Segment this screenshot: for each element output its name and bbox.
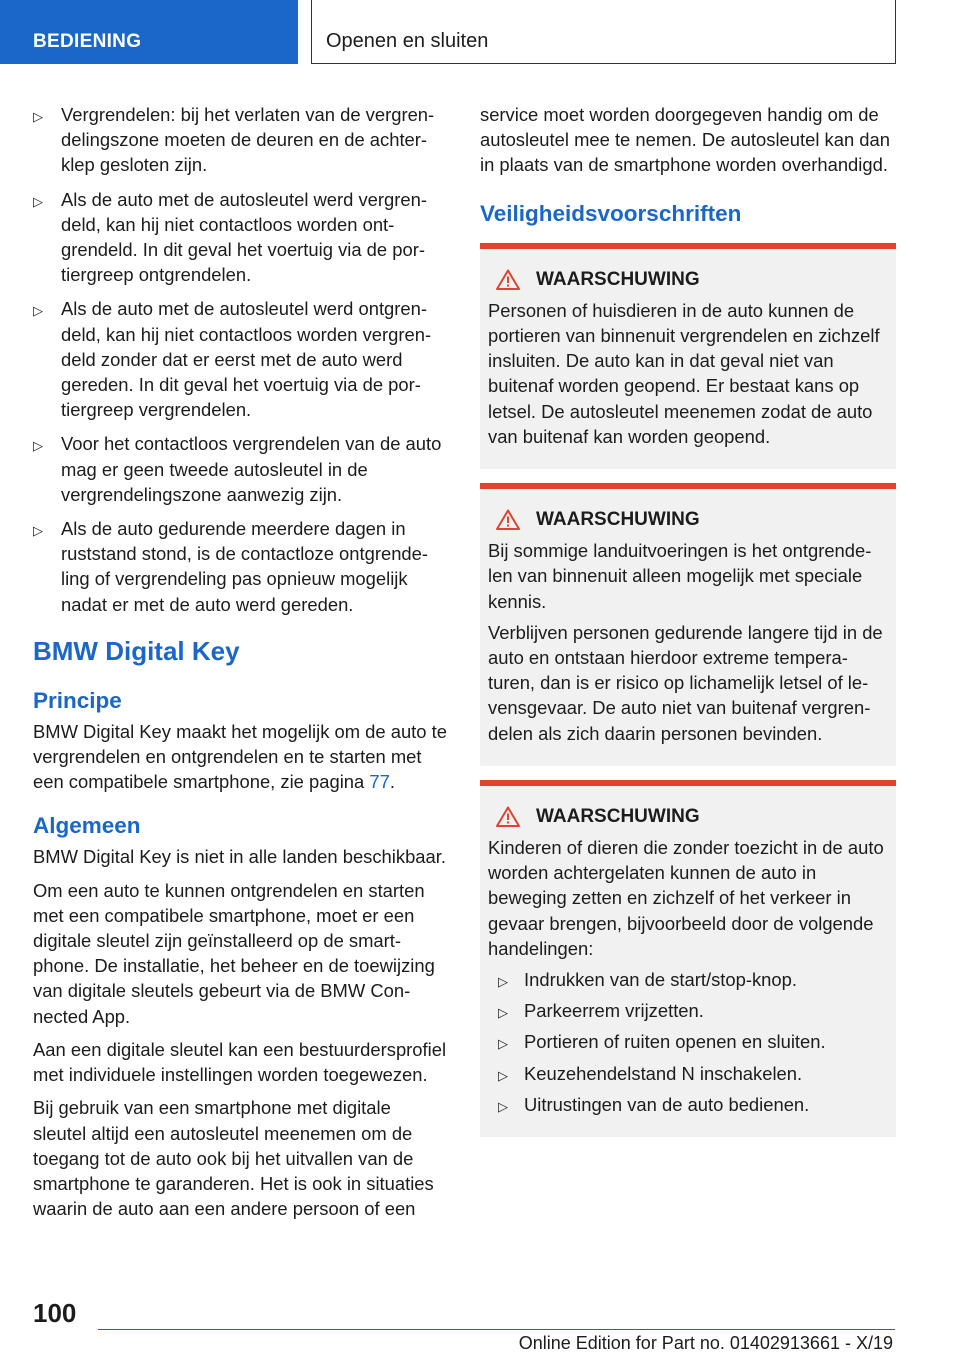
- list-item: [33, 296, 447, 422]
- list-item-text: Uitrustingen van de auto bedienen.: [524, 1093, 810, 1115]
- bullet-triangle-icon: ▷: [33, 193, 43, 209]
- warning-text: Verblijven personen gedurende langere tijd in de auto en ontstaan hierdoor extreme temperaturen, dan is er risico op lichamelijk letsel of levensgevaar. De auto niet van buitenaf vergrendelen als zich daarin personen bevinden.: [488, 621, 883, 744]
- section-tab: [0, 0, 298, 64]
- heading-digital-key: BMW Digital Key: [33, 635, 240, 666]
- algemeen-paragraph: BMW Digital Key is niet in alle landen beschikbaar.: [33, 846, 446, 868]
- bullet-triangle-icon: ▷: [498, 1036, 508, 1052]
- warning-triangle-icon: [496, 269, 520, 290]
- principe-text: BMW Digital Key maakt het mogelijk om de auto te vergrendelen en ontgrendelen en te starten met een compatibele smartphone, zie pagina: [33, 720, 447, 793]
- warning-box: [480, 780, 896, 1137]
- bullet-triangle-icon: ▷: [33, 523, 43, 539]
- warning-box: [480, 483, 896, 766]
- list-item-text: Portieren of ruiten openen en sluiten.: [524, 1031, 826, 1053]
- list-item-text: Als de auto met de autosleutel werd vergrendeld, kan hij niet contactloos worden ontgrendeld. In dit geval het voertuig via de portiergreep ontgrendelen.: [61, 188, 427, 286]
- warning-triangle-icon: [496, 806, 520, 827]
- list-item-text: Voor het contactloos vergrendelen van de auto mag er geen tweede autosleutel in de vergrendelingszone aanwezig zijn.: [61, 433, 442, 505]
- list-item: [33, 187, 447, 288]
- section-title: BEDIENING: [33, 31, 142, 52]
- heading-algemeen: Algemeen: [33, 813, 141, 839]
- bullet-triangle-icon: ▷: [498, 1067, 508, 1083]
- list-item: [488, 1029, 888, 1054]
- list-item: [488, 1061, 888, 1086]
- bullet-triangle-icon: ▷: [33, 303, 43, 319]
- list-item-text: Keuzehendelstand N inschakelen.: [524, 1062, 803, 1084]
- warning-title: WAARSCHUWING: [536, 509, 700, 531]
- list-item: [33, 516, 447, 617]
- bullet-triangle-icon: ▷: [498, 1098, 508, 1114]
- warning-title-row: [488, 804, 888, 829]
- warning-title-row: [488, 267, 888, 292]
- bullet-triangle-icon: ▷: [498, 974, 508, 990]
- left-column: [33, 102, 447, 1229]
- heading-safety: Veiligheidsvoorschriften: [480, 200, 742, 226]
- warning-text: Kinderen of dieren die zonder toezicht in de auto worden achtergelaten kunnen de auto in beweging zetten en zichzelf of het verkeer in gevaar brengen, bijvoorbeeld door de volgende handelingen:: [488, 837, 884, 959]
- page-number: 100: [33, 1298, 77, 1328]
- list-item-text: Indrukken van de start/stop-knop.: [524, 969, 797, 991]
- bullet-triangle-icon: ▷: [498, 1005, 508, 1021]
- list-item: [488, 998, 888, 1023]
- list-item-text: Vergrendelen: bij het verlaten van de vergrendelingszone moeten de deuren en de achterklep gesloten zijn.: [61, 104, 435, 176]
- list-item: [33, 102, 447, 178]
- list-item: [488, 1092, 888, 1117]
- bullet-triangle-icon: ▷: [33, 109, 43, 124]
- chapter-header: [311, 0, 896, 64]
- warning-title: WAARSCHUWING: [536, 268, 700, 290]
- right-column: [480, 102, 896, 1137]
- warning-text: Bij sommige landuitvoeringen is het ontgrendelen van binnenuit alleen mogelijk met speciale kennis.: [488, 540, 872, 612]
- warning-triangle-icon: [496, 509, 520, 530]
- list-item-text: Parkeerrem vrijzetten.: [524, 1000, 704, 1022]
- principe-end: .: [389, 771, 395, 793]
- algemeen-paragraph: Bij gebruik van een smartphone met digitale sleutel altijd een autosleutel meenemen om de toegang tot de auto ook bij het uitvallen van de smartphone te garanderen. Het is ook in situaties waarin de auto aan een andere persoon of een: [33, 1097, 434, 1220]
- page-reference-link[interactable]: 77: [369, 771, 390, 793]
- edition-note: Online Edition for Part no. 01402913661 - X/19: [518, 1333, 893, 1353]
- warning-text: Personen of huisdieren in de auto kunnen de portieren van binnenuit vergrendelen en zichzelf insluiten. De auto kan in dat geval niet van buitenaf worden geopend. Er bestaat kans op letsel. De autosleutel meenemen zodat de auto van buitenaf kan worden geopend.: [488, 299, 880, 447]
- list-item-text: Als de auto gedurende meerdere dagen in ruststand stond, is de contactloze ontgrendeling of vergrendeling pas opnieuw mogelijk nadat er met de auto werd gereden.: [61, 518, 429, 615]
- algemeen-paragraph: Aan een digitale sleutel kan een bestuurdersprofiel met individuele instellingen worden toegewezen.: [33, 1038, 447, 1086]
- list-item-text: Als de auto met de autosleutel werd ontgrendeld, kan hij niet contactloos worden vergrendeld zonder dat er eerst met de auto werd gereden. In dit geval het voertuig via de portiergreep vergrendelen.: [61, 298, 432, 421]
- warning-title-row: [488, 507, 888, 532]
- continuation-paragraph: service moet worden doorgegeven handig om de autosleutel mee te nemen. De autosleutel kan dan in plaats van de smartphone worden overhandigd.: [480, 104, 890, 176]
- heading-principe: Principe: [33, 687, 122, 713]
- chapter-title: Openen en sluiten: [326, 30, 489, 52]
- list-item: [488, 967, 888, 992]
- warning-title: WAARSCHUWING: [536, 805, 700, 827]
- bullet-triangle-icon: ▷: [33, 438, 43, 454]
- principe-paragraph: [33, 719, 447, 795]
- list-item: [33, 431, 447, 507]
- warning-box: [480, 243, 896, 469]
- algemeen-paragraph: Om een auto te kunnen ontgrendelen en starten met een compatibele smartphone, moet er een digitale sleutel zijn geïnstalleerd op de smartphone. De installatie, het beheer en de toewijzing van digitale sleutels gebeurt via de BMW Connected App.: [33, 879, 435, 1027]
- footer-rule: [98, 1329, 895, 1330]
